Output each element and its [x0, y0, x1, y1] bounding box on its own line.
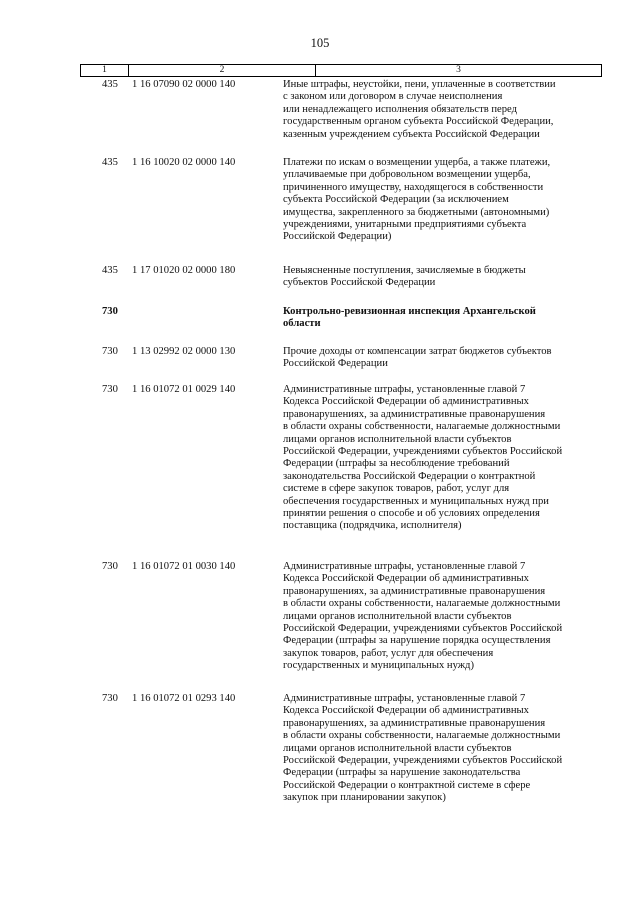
description-line: области — [283, 318, 321, 330]
description-line: Прочие доходы от компенсации затрат бюджетов субъектов — [283, 346, 552, 357]
budget-classification-code: 1 16 01072 01 0293 140 — [132, 693, 236, 704]
table-header — [80, 64, 602, 77]
description-line: Административные штрафы, установленные главой 7 — [283, 561, 526, 572]
description-line: Российской Федерации) — [283, 231, 392, 243]
income-description — [283, 306, 603, 331]
description-line: Федерации (штрафы за нарушение порядка осуществления — [283, 635, 551, 647]
description-line: Административные штрафы, установленные главой 7 — [283, 384, 526, 395]
description-line: в области охраны собственности, налагаемые должностными — [283, 421, 561, 433]
description-line: учреждениями, унитарными предприятиями субъекта — [283, 219, 527, 231]
description-line: субъекта Российской Федерации (за исключением — [283, 194, 509, 206]
description-line: принятии решения о способе и об условиях определения — [283, 508, 540, 520]
admin-code: 730 — [102, 384, 118, 395]
header-col-1: 1 — [81, 65, 129, 76]
income-description — [283, 561, 603, 673]
income-description — [283, 693, 603, 805]
admin-code: 730 — [102, 346, 118, 357]
budget-classification-code: 1 16 01072 01 0030 140 — [132, 561, 236, 572]
income-description — [283, 346, 603, 371]
description-line: государственным органом субъекта Российской Федерации, — [283, 116, 554, 128]
income-description — [283, 79, 603, 141]
admin-code: 435 — [102, 157, 118, 168]
description-line: обеспечения государственных и муниципальных нужд при — [283, 495, 549, 507]
budget-classification-code: 1 16 07090 02 0000 140 — [132, 79, 236, 90]
description-line: правонарушениях, за административные правонарушения — [283, 717, 546, 729]
description-line: Российской Федерации о контрактной системе в сфере — [283, 779, 531, 791]
description-line: Иные штрафы, неустойки, пени, уплаченные в соответствии — [283, 79, 556, 90]
budget-classification-code: 1 17 01020 02 0000 180 — [132, 265, 236, 276]
description-line: в области охраны собственности, налагаемые должностными — [283, 598, 561, 610]
description-line: причиненного имуществу, находящегося в собственности — [283, 181, 544, 193]
description-line: поставщика (подрядчика, исполнителя) — [283, 520, 462, 532]
description-line: Российской Федерации — [283, 358, 388, 370]
description-line: правонарушениях, за административные правонарушения — [283, 408, 546, 420]
income-description — [283, 265, 603, 290]
description-line: Кодекса Российской Федерации об административных — [283, 396, 529, 408]
description-line: с законом или договором в случае неисполнения — [283, 91, 503, 103]
description-line: Российской Федерации, учреждениями субъектов Российской — [283, 446, 563, 458]
description-line: Административные штрафы, установленные главой 7 — [283, 693, 526, 704]
budget-classification-code: 1 16 01072 01 0029 140 — [132, 384, 236, 395]
income-description — [283, 157, 603, 244]
description-line: Платежи по искам о возмещении ущерба, а также платежи, — [283, 157, 551, 168]
description-line: законодательства Российской Федерации о контрактной — [283, 470, 536, 482]
description-line: Российской Федерации, учреждениями субъектов Российской — [283, 623, 563, 635]
header-col-3: 3 — [456, 65, 461, 75]
description-line: Кодекса Российской Федерации об административных — [283, 705, 529, 717]
description-line: в области охраны собственности, налагаемые должностными — [283, 730, 561, 742]
description-line: лицами органов исполнительной власти субъектов — [283, 742, 512, 754]
description-line: закупок товаров, работ, услуг для обеспечения — [283, 647, 494, 659]
description-line: Федерации (штрафы за несоблюдение требований — [283, 458, 510, 470]
budget-classification-code: 1 16 10020 02 0000 140 — [132, 157, 236, 168]
description-line: Невыясненные поступления, зачисляемые в бюджеты — [283, 265, 526, 276]
admin-code: 730 — [102, 561, 118, 572]
description-line: лицами органов исполнительной власти субъектов — [283, 610, 512, 622]
page-number: 105 — [310, 36, 330, 50]
admin-code: 435 — [102, 79, 118, 90]
description-line: уплачиваемые при добровольном возмещении ущерба, — [283, 169, 531, 181]
description-line: Кодекса Российской Федерации об административных — [283, 573, 529, 585]
description-line: правонарушениях, за административные правонарушения — [283, 585, 546, 597]
description-line: субъектов Российской Федерации — [283, 277, 436, 289]
description-line: или ненадлежащего исполнения обязательств перед — [283, 103, 517, 115]
description-line: лицами органов исполнительной власти субъектов — [283, 433, 512, 445]
description-line: имущества, закрепленного за бюджетными (автономными) — [283, 206, 550, 218]
description-line: казенным учреждением субъекта Российской Федерации — [283, 128, 540, 140]
description-line: закупок при планировании закупок) — [283, 792, 446, 804]
admin-code: 435 — [102, 265, 118, 276]
description-line: Российской Федерации, учреждениями субъектов Российской — [283, 755, 563, 767]
description-line: системе в сфере закупок товаров, работ, услуг для — [283, 483, 510, 495]
income-description — [283, 384, 603, 533]
description-line: Федерации (штрафы за нарушение законодательства — [283, 767, 521, 779]
description-line: Контрольно-ревизионная инспекция Архангельской — [283, 306, 536, 317]
budget-classification-code: 1 13 02992 02 0000 130 — [132, 346, 236, 357]
admin-code: 730 — [102, 693, 118, 704]
description-line: государственных и муниципальных нужд) — [283, 660, 474, 672]
header-col-2: 2 — [129, 65, 316, 76]
admin-code: 730 — [102, 306, 118, 317]
